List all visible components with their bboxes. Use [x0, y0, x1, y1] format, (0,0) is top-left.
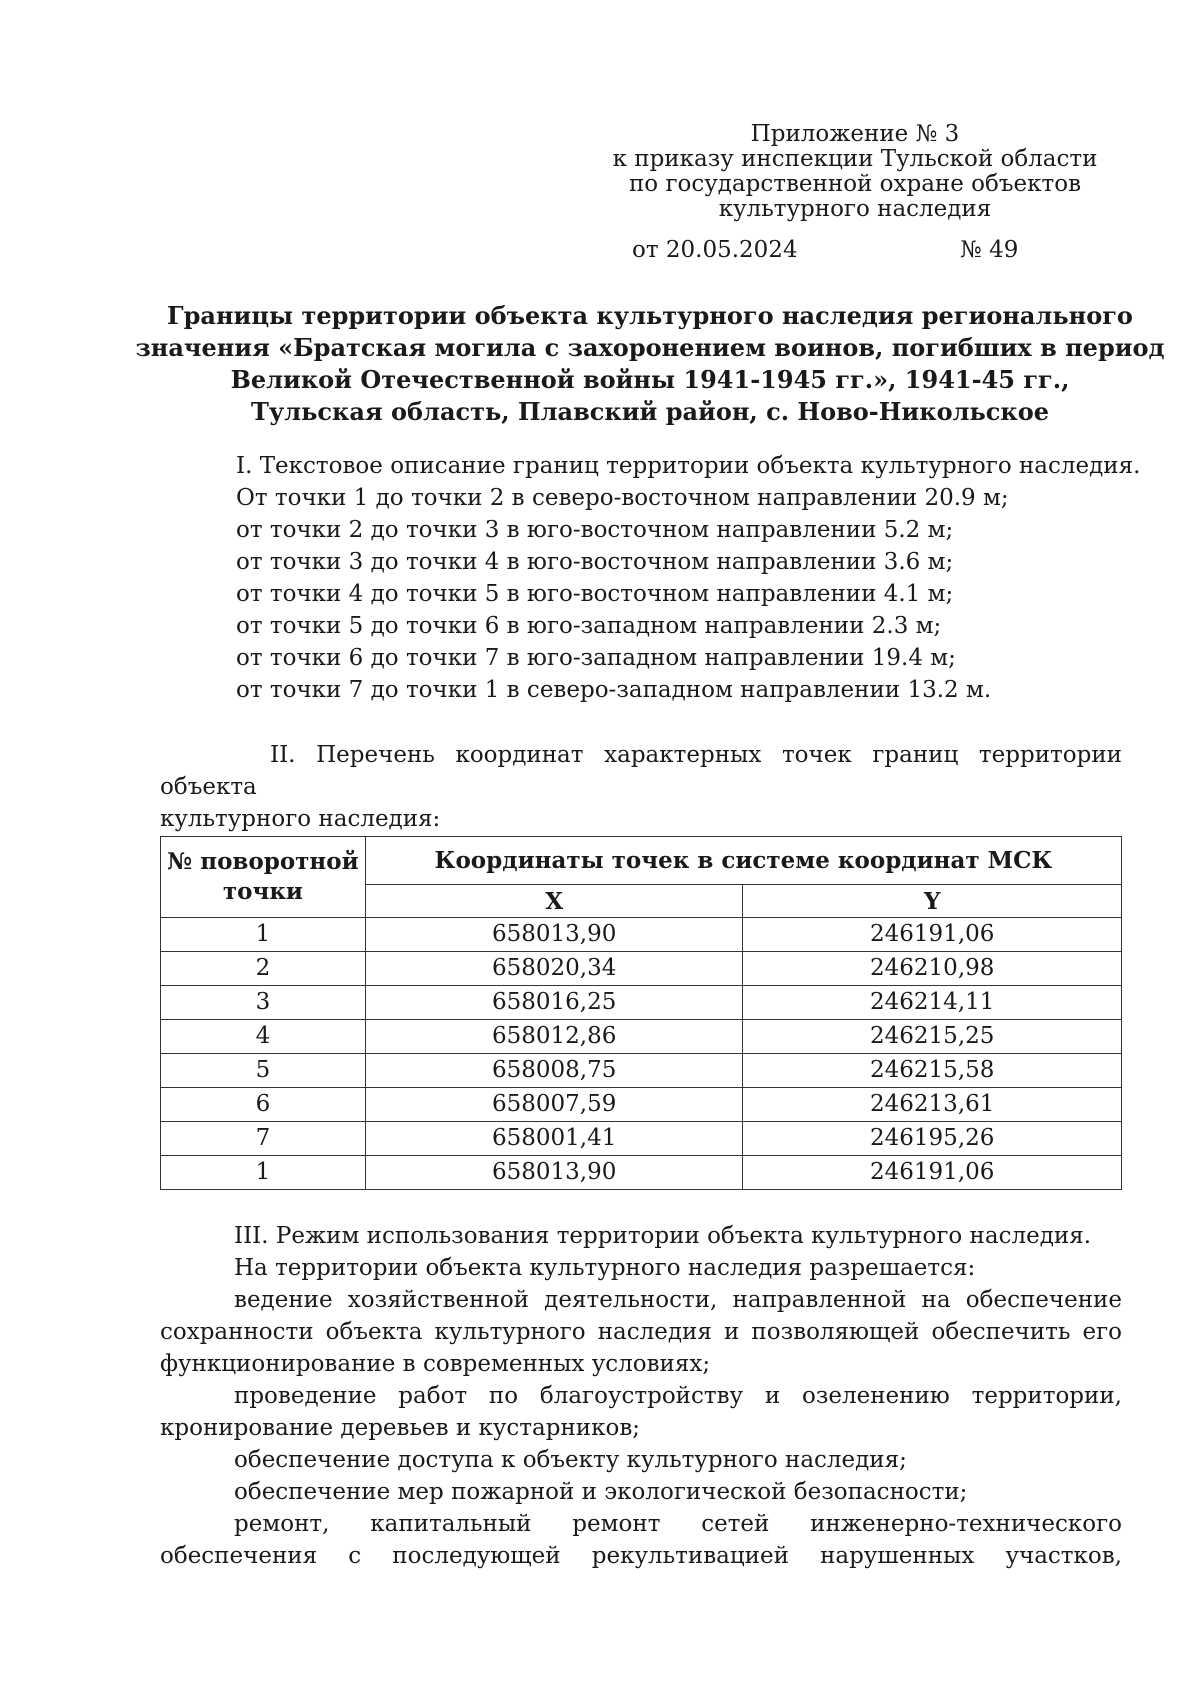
title-line: значения «Братская могила с захоронением воинов, погибших в период [135, 333, 1165, 362]
boundary-line: от точки 2 до точки 3 в юго-восточном направлении 5.2 м; [236, 517, 954, 543]
cell-y: 246215,25 [743, 1020, 1122, 1054]
header-x: X [365, 885, 743, 918]
table-row [161, 918, 1122, 952]
cell-y: 246210,98 [743, 952, 1122, 986]
appendix-header [590, 122, 1120, 264]
cell-point: 6 [161, 1088, 366, 1122]
allowed-intro: На территории объекта культурного наследия разрешается: [234, 1255, 976, 1281]
allowed-item: ремонт, капитальный ремонт сетей инженерно-технического обеспечения с последующей рекультивацией нарушенных участков, [160, 1511, 1122, 1569]
cell-point: 5 [161, 1054, 366, 1088]
order-date-line [590, 238, 1120, 264]
appendix-title: Приложение № 3 [750, 121, 960, 147]
cell-y: 246191,06 [743, 918, 1122, 952]
section-heading: III. Режим использования территории объекта культурного наследия. [234, 1223, 1092, 1249]
document-title [120, 300, 1180, 428]
cell-y: 246195,26 [743, 1122, 1122, 1156]
section-usage-regime [160, 1220, 1122, 1572]
cell-x: 658012,86 [365, 1020, 743, 1054]
appendix-order-line: к приказу инспекции Тульской области [612, 146, 1098, 172]
cell-y: 246215,58 [743, 1054, 1122, 1088]
header-coordinates: Координаты точек в системе координат МСК [365, 837, 1121, 885]
boundary-line: от точки 7 до точки 1 в северо-западном направлении 13.2 м. [236, 677, 992, 703]
cell-point: 4 [161, 1020, 366, 1054]
cell-point: 7 [161, 1122, 366, 1156]
cell-x: 658001,41 [365, 1122, 743, 1156]
cell-x: 658007,59 [365, 1088, 743, 1122]
table-row [161, 1054, 1122, 1088]
boundary-line: От точки 1 до точки 2 в северо-восточном направлении 20.9 м; [236, 485, 1009, 511]
title-line: Тульская область, Плавский район, с. Ново-Никольское [250, 397, 1050, 426]
cell-point: 1 [161, 918, 366, 952]
allowed-item: проведение работ по благоустройству и озеленению территории, кронирование деревьев и кустарников; [160, 1383, 1122, 1441]
section-heading: II. Перечень координат характерных точек границ территории объекта [160, 742, 1122, 800]
coordinates-table [160, 836, 1122, 1190]
allowed-item: обеспечение доступа к объекту культурного наследия; [234, 1447, 907, 1473]
cell-point: 2 [161, 952, 366, 986]
cell-x: 658008,75 [365, 1054, 743, 1088]
appendix-order-line: по государственной охране объектов [628, 171, 1082, 197]
section-text-description [236, 450, 1141, 706]
cell-point: 3 [161, 986, 366, 1020]
cell-y: 246191,06 [743, 1156, 1122, 1190]
table-row [161, 1088, 1122, 1122]
cell-x: 658013,90 [365, 918, 743, 952]
order-date: от 20.05.2024 [632, 237, 798, 263]
appendix-order-line: культурного наследия [718, 196, 992, 222]
cell-x: 658016,25 [365, 986, 743, 1020]
boundary-line: от точки 3 до точки 4 в юго-восточном направлении 3.6 м; [236, 549, 954, 575]
cell-y: 246214,11 [743, 986, 1122, 1020]
cell-y: 246213,61 [743, 1088, 1122, 1122]
table-row [161, 1156, 1122, 1190]
boundary-line: от точки 6 до точки 7 в юго-западном направлении 19.4 м; [236, 645, 956, 671]
table-row [161, 1020, 1122, 1054]
allowed-item: ведение хозяйственной деятельности, направленной на обеспечение сохранности объекта культурного наследия и позволяющей обеспечить его функционирование в современных условиях; [160, 1287, 1122, 1377]
section-coordinates-intro [160, 739, 1122, 835]
title-line: Великой Отечественной войны 1941-1945 гг.», 1941-45 гг., [230, 365, 1070, 394]
section-heading: I. Текстовое описание границ территории объекта культурного наследия. [236, 453, 1141, 479]
allowed-item: обеспечение мер пожарной и экологической безопасности; [234, 1479, 968, 1505]
cell-x: 658020,34 [365, 952, 743, 986]
title-line: Границы территории объекта культурного наследия регионального [167, 301, 1133, 330]
table-row [161, 986, 1122, 1020]
boundary-line: от точки 5 до точки 6 в юго-западном направлении 2.3 м; [236, 613, 942, 639]
boundary-line: от точки 4 до точки 5 в юго-восточном направлении 4.1 м; [236, 581, 954, 607]
cell-x: 658013,90 [365, 1156, 743, 1190]
section-heading-cont: культурного наследия: [160, 806, 441, 832]
header-point-number: № поворотной точки [161, 837, 366, 918]
table-row [161, 952, 1122, 986]
order-number: № 49 [960, 237, 1019, 263]
cell-point: 1 [161, 1156, 366, 1190]
table-row [161, 1122, 1122, 1156]
header-y: Y [743, 885, 1122, 918]
